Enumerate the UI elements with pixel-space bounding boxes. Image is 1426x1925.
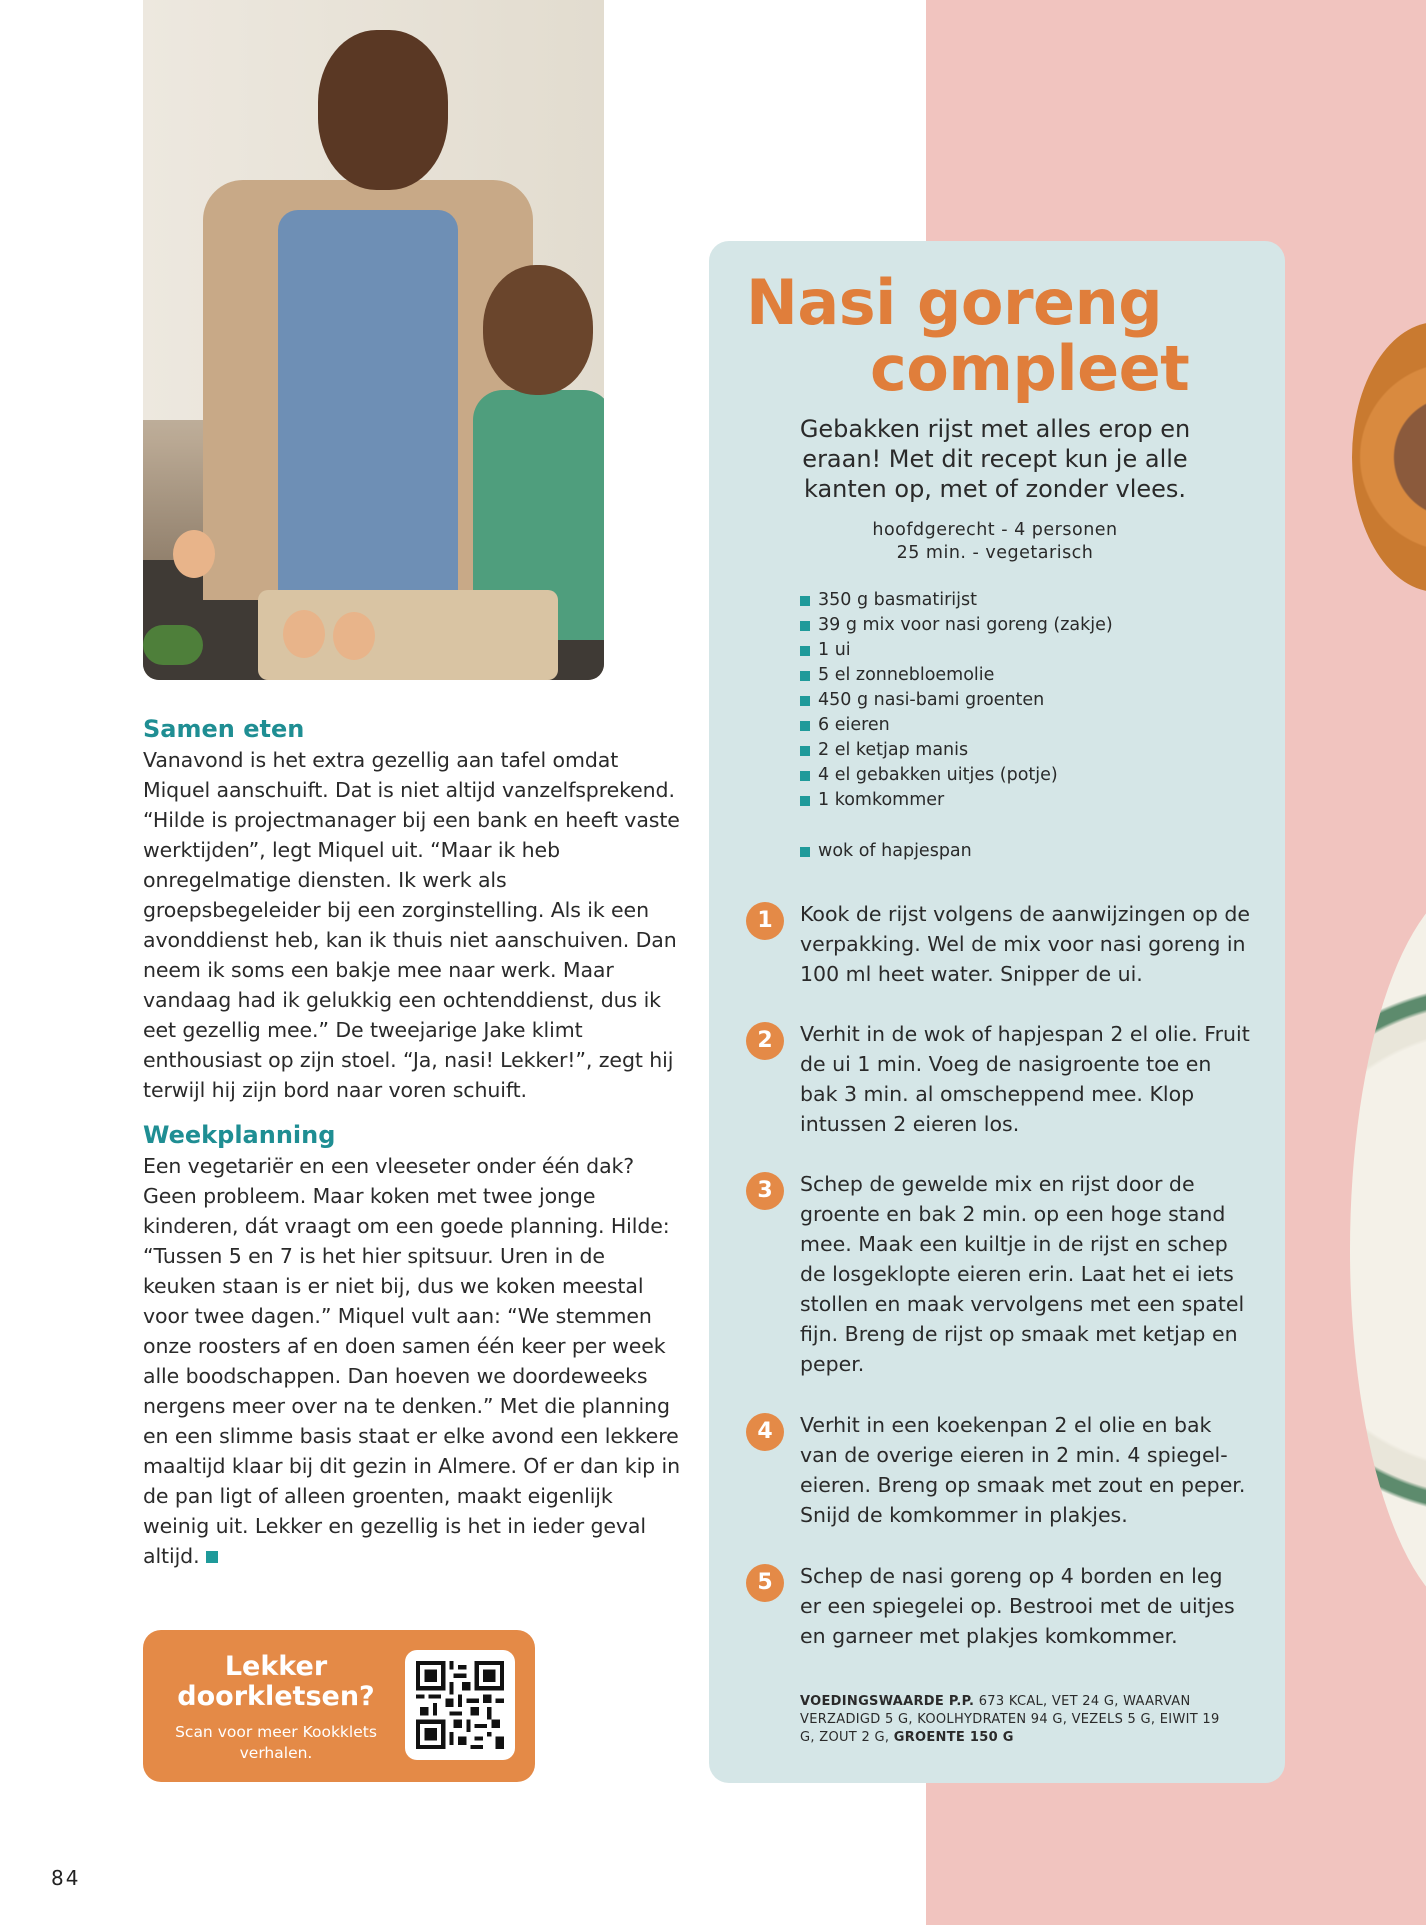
section-body-text: Een vegetariër en een vleeseter onder één dak? Geen probleem. Maar koken met twee jonge kinderen, dát vraagt om een goede planning. Hilde: “Tussen 5 en 7 is het hier spitsuur. Uren in de keuken staan is er niet bij, dus we koken meestal voor twee dagen.” Miquel vult aan: “We stemmen onze roosters af en doen samen één keer per week alle boodschappen. Dan hoeven we doordeweeks nergens meer over na te denken.” Met die planning en een slimme basis staat er elke avond een lekkere maaltijd klaar bij dit gezin in Almere. Of er dan kip in de pan ligt of alleen groenten, maakt eigenlijk weinig uit. Lekker en gezellig is het in ieder geval altijd. xyxy=(143,1154,680,1568)
step-text: Verhit in een koekenpan 2 el olie en bak van de overige eieren in 2 min. 4 spiegel-eieren. Breng op smaak met zout en peper. Snijd de komkommer in plakjes. xyxy=(800,1413,1246,1527)
equipment-list xyxy=(800,839,972,864)
photo-man-head xyxy=(318,30,448,190)
end-mark-icon xyxy=(206,1551,218,1563)
nutrition-info xyxy=(800,1693,1220,1747)
photo-egg xyxy=(283,610,325,658)
photo-overalls xyxy=(278,210,458,590)
photo-egg xyxy=(173,530,215,578)
recipe-course: hoofdgerecht - 4 personen xyxy=(872,520,1118,540)
ingredient-item: 450 g nasi-bami groenten xyxy=(800,688,1113,713)
nutrition-label: VOEDINGSWAARDE P.P. xyxy=(800,1694,975,1709)
ingredient-item: 1 ui xyxy=(800,638,1113,663)
nutrition-vegetables: GROENTE 150 G xyxy=(893,1730,1014,1745)
section-body: Vanavond is het extra gezellig aan tafel omdat Miquel aanschuift. Dat is niet altijd vanzelfsprekend. “Hilde is projectmanager bij een bank en heeft vaste werktijden”, legt Miquel uit. “Maar ik heb onregelmatige diensten. Ik werk als groepsbegeleider bij een zorginstelling. Als ik een avonddienst heb, kan ik thuis niet aanschuiven. Dan neem ik soms een bakje mee naar werk. Maar vandaag had ik gelukkig een ochtenddienst, dus ik eet gezellig mee.” De tweejarige Jake klimt enthousiast op zijn stoel. “Ja, nasi! Lekker!”, zegt hij terwijl hij zijn bord naar voren schuift. xyxy=(143,748,680,1102)
step-text: Kook de rijst volgens de aanwijzingen op de verpakking. Wel de mix voor nasi goreng in 100 ml heet water. Snipper de ui. xyxy=(800,902,1250,986)
recipe-title-line2: compleet xyxy=(870,332,1190,405)
section-heading: Samen eten xyxy=(143,715,305,743)
photo-kid-head xyxy=(483,265,593,395)
ingredient-item: 4 el gebakken uitjes (potje) xyxy=(800,763,1113,788)
promo-title: Lekker doorkletsen? xyxy=(177,1651,375,1712)
recipe-title: Nasi goreng xyxy=(746,266,1163,339)
step-number-badge: 1 xyxy=(746,902,784,940)
photo-cucumber xyxy=(143,625,203,665)
article-column xyxy=(143,713,683,1571)
step-number-badge: 3 xyxy=(746,1172,784,1210)
ingredient-item: 39 g mix voor nasi goreng (zakje) xyxy=(800,613,1113,638)
ingredient-item: 5 el zonnebloemolie xyxy=(800,663,1113,688)
ingredient-item: 350 g basmatirijst xyxy=(800,588,1113,613)
step-text: Schep de nasi goreng op 4 borden en leg er een spiegelei op. Bestrooi met de uitjes en garneer met plakjes komkommer. xyxy=(800,1564,1235,1648)
section-body xyxy=(143,1151,683,1571)
family-cooking-photo xyxy=(143,0,604,680)
step-number-badge: 2 xyxy=(746,1022,784,1060)
step-number-badge: 5 xyxy=(746,1564,784,1602)
ingredient-item: 1 komkommer xyxy=(800,788,1113,813)
photo-egg xyxy=(333,612,375,660)
recipe-time: 25 min. - vegetarisch xyxy=(896,543,1094,563)
section-heading: Weekplanning xyxy=(143,1121,336,1149)
ingredient-item: 6 eieren xyxy=(800,713,1113,738)
promo-subtitle: Scan voor meer Kookklets verhalen. xyxy=(175,1723,377,1762)
nutrition-values: 673 KCAL, VET 24 G, WAARVAN VERZADIGD 5 G, KOOLHYDRATEN 94 G, VEZELS 5 G, EIWIT 19 G, ZOUT 2 G, xyxy=(800,1694,1220,1745)
step-text: Schep de gewelde mix en rijst door de groente en bak 2 min. op een hoge stand mee. Maak een kuiltje in de rijst en schep de losgeklopte eieren erin. Laat het ei iets stollen en maak vervolgens met een spatel fijn. Breng de rijst op smaak met ketjap en peper. xyxy=(800,1172,1245,1376)
step-text: Verhit in de wok of hapjespan 2 el olie. Fruit de ui 1 min. Voeg de nasigroente toe en bak 3 min. al omscheppend mee. Klop intussen 2 eieren los. xyxy=(800,1022,1250,1136)
ingredient-item: 2 el ketjap manis xyxy=(800,738,1113,763)
equipment-item: wok of hapjespan xyxy=(800,839,972,864)
ingredient-list xyxy=(800,588,1113,813)
page-number: 84 xyxy=(51,1866,81,1890)
recipe-intro: Gebakken rijst met alles erop en eraan! Met dit recept kun je alle kanten op, met of zonder vlees. xyxy=(799,415,1191,503)
step-number-badge: 4 xyxy=(746,1413,784,1451)
recipe-meta xyxy=(835,519,1155,565)
promo-card[interactable] xyxy=(143,1630,535,1782)
qr-code-icon[interactable] xyxy=(405,1650,515,1760)
